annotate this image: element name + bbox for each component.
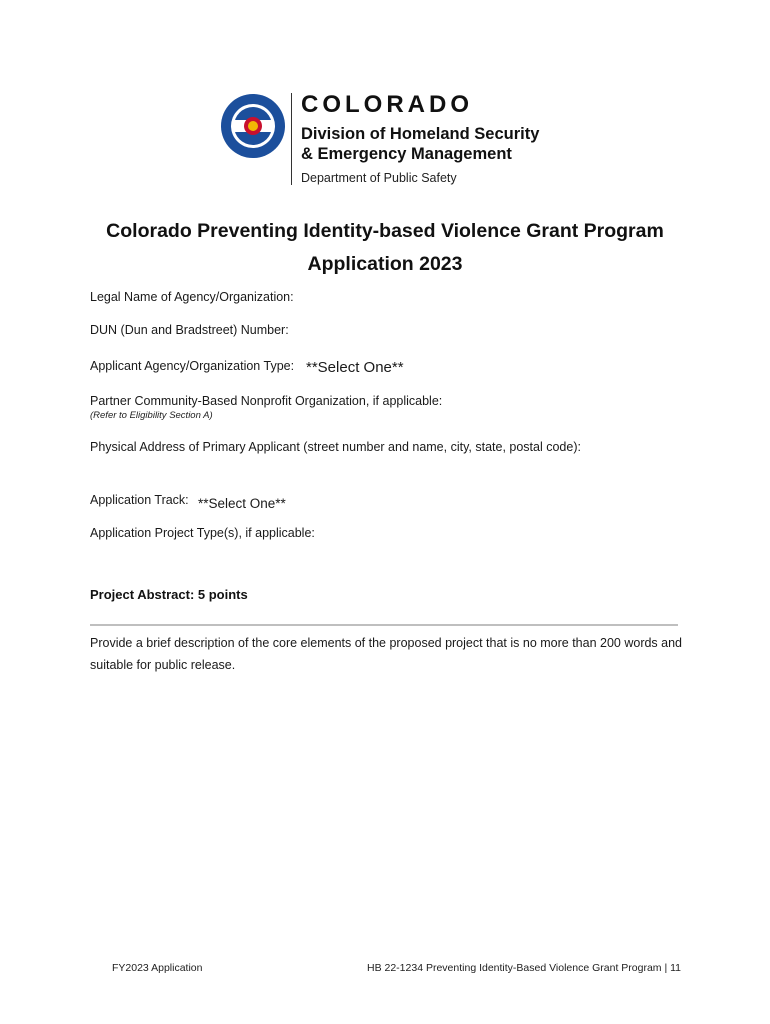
document-title: Colorado Preventing Identity-based Violence Grant Program [106, 220, 664, 242]
agency-type-select[interactable]: **Select One** [306, 359, 404, 376]
footer-left: FY2023 Application [112, 962, 203, 974]
logo-division-name [301, 124, 539, 164]
application-track-label: Application Track: [90, 493, 189, 507]
project-abstract-instructions: Provide a brief description of the core elements of the proposed project that is no more than 200 words and suitable for public release. [90, 636, 683, 672]
logo-division-line2: & Emergency Management [301, 145, 512, 163]
partner-eligibility-note: (Refer to Eligibility Section A) [90, 410, 213, 421]
logo-state-name: COLORADO [301, 91, 473, 118]
colorado-dhsem-seal-icon [220, 93, 286, 159]
section-divider [90, 624, 678, 626]
partner-organization-label: Partner Community-Based Nonprofit Organization, if applicable: [90, 394, 443, 408]
dun-number-label: DUN (Dun and Bradstreet) Number: [90, 323, 289, 337]
project-abstract-heading: Project Abstract: 5 points [90, 587, 248, 602]
logo-divider [291, 93, 292, 185]
logo-division-line1: Division of Homeland Security [301, 125, 540, 143]
physical-address-label: Physical Address of Primary Applicant (street number and name, city, state, postal code): [90, 440, 581, 454]
project-type-label: Application Project Type(s), if applicable: [90, 526, 315, 540]
footer-right: HB 22-1234 Preventing Identity-Based Violence Grant Program | 11 [367, 962, 682, 974]
document-subtitle: Application 2023 [307, 253, 463, 275]
legal-name-label: Legal Name of Agency/Organization: [90, 290, 294, 304]
application-track-select[interactable]: **Select One** [198, 496, 286, 511]
agency-type-label: Applicant Agency/Organization Type: [90, 359, 295, 373]
logo-department-name: Department of Public Safety [301, 171, 457, 185]
